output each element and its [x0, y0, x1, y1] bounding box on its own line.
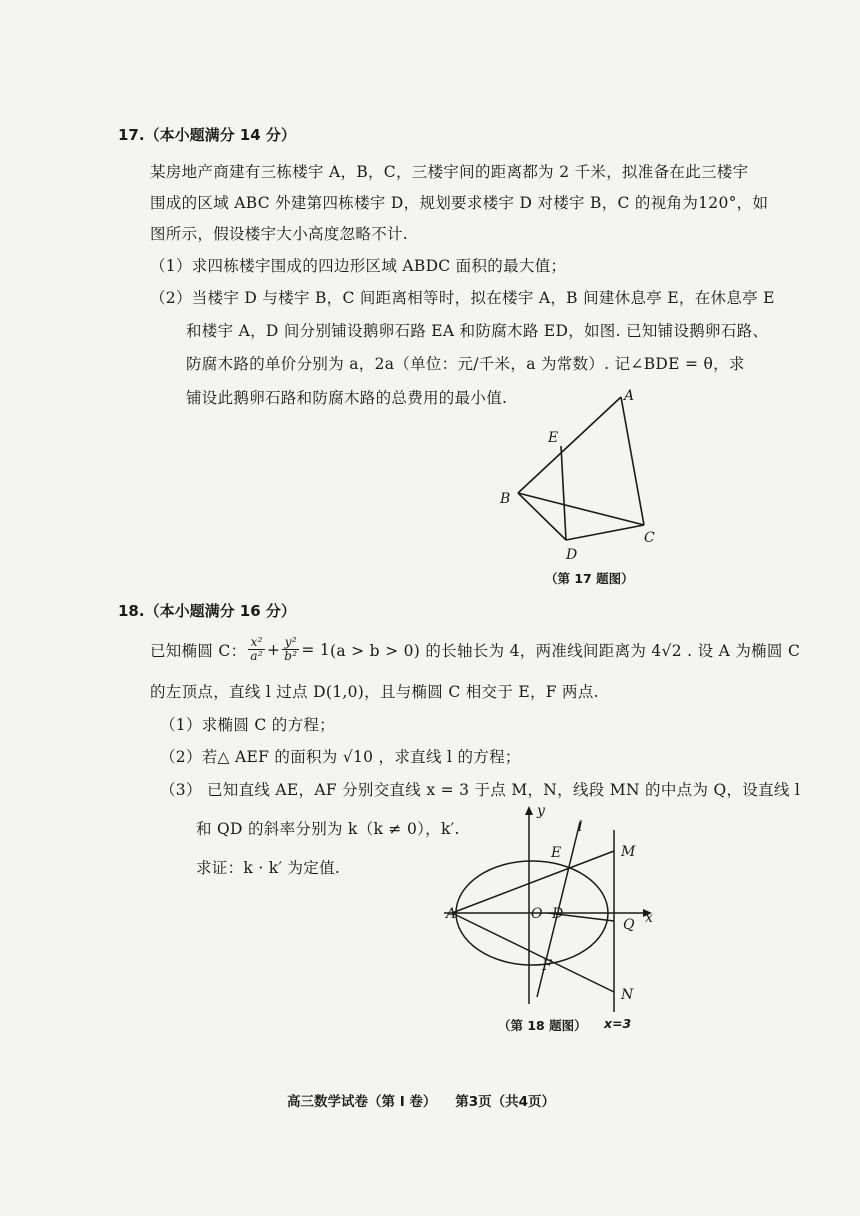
q18-line1: 已知椭圆 C： x² a² + $\frac{\text{y²}}{\text{b²}}$ = 1 (a > b > 0) 的长轴长为 4，两准线间距离为 4√2 . 设 A 为椭圆 C — [150, 635, 801, 663]
q18-figure — [440, 798, 670, 1018]
label-n: N — [621, 987, 634, 1003]
y-axis-arrow — [525, 806, 533, 815]
label-a: A — [446, 906, 457, 922]
q18-line1-pre: 已知椭圆 C： — [150, 641, 247, 660]
q17-line3: 图所示，假设楼宇大小高度忽略不计. — [150, 225, 409, 243]
segment-ab — [518, 397, 621, 493]
segment-bd — [518, 493, 566, 540]
q17-part1: （1）求四栋楼宇围成的四边形区域 ABDC 面积的最大值； — [150, 257, 567, 275]
label-q: Q — [623, 917, 635, 933]
line-an — [452, 913, 614, 992]
q17-line2: 围成的区域 ABC 外建第四栋楼宇 D，规划要求楼宇 D 对楼宇 B，C 的视角为120°，如 — [150, 194, 769, 212]
q17-part2-line4: 铺设此鹅卵石路和防腐木路的总费用的最小值. — [186, 389, 508, 407]
label-x: x — [645, 910, 653, 926]
label-e: E — [548, 430, 559, 446]
segment-bc — [518, 493, 644, 525]
q18-prove: 求证：k · k′ 为定值. — [196, 859, 341, 877]
q17-line1: 某房地产商建有三栋楼宇 A，B，C，三楼宇间的距离都为 2 千米，拟准备在此三楼宇 — [150, 163, 749, 181]
q17-title: 17.（本小题满分 14 分） — [118, 126, 296, 144]
segment-ed — [561, 446, 566, 540]
fraction-x-over-a: x² a² — [250, 635, 263, 663]
label-c: C — [644, 530, 655, 546]
q18-part1: （1）求椭圆 C 的方程； — [160, 716, 335, 734]
q18-part2: （2）若△ AEF 的面积为 √10 ，求直线 l 的方程； — [160, 748, 521, 766]
fraction-y-over-b: $\frac{\text{y²}}{\text{b²}}$ — [284, 635, 298, 663]
q18-line1-post: (a > b > 0) 的长轴长为 4，两准线间距离为 4√2 . 设 A 为椭圆 C — [330, 641, 801, 660]
q17-part2-line3: 防腐木路的单价分别为 a，2a（单位：元/千米，a 为常数）. 记∠BDE = θ，求 — [186, 355, 745, 373]
q17-caption: （第 17 题图） — [545, 571, 634, 586]
page-footer: 高三数学试卷（第 I 卷） 第3页（共4页） — [287, 1094, 556, 1110]
label-b: B — [500, 491, 511, 507]
q17-part2-line2: 和楼宇 A，D 间分别铺设鹅卵石路 EA 和防腐木路 ED，如图. 已知铺设鹅卵石路、 — [186, 322, 769, 340]
q17-figure — [480, 380, 680, 565]
label-e: E — [551, 845, 562, 861]
label-a: A — [624, 388, 635, 404]
label-m: M — [621, 844, 636, 860]
q18-title: 18.（本小题满分 16 分） — [118, 602, 296, 620]
label-l: l — [578, 819, 583, 835]
label-f: F — [542, 958, 552, 974]
q18-caption: （第 18 题图） — [498, 1018, 587, 1033]
q18-line-label: x=3 — [604, 1016, 632, 1031]
q18-part3-line1: （3） 已知直线 AE，AF 分别交直线 x = 3 于点 M，N，线段 MN 的中点为 Q，设直线 l — [160, 781, 801, 799]
label-o: O — [531, 906, 543, 922]
q17-part2-line1: （2）当楼宇 D 与楼宇 B，C 间距离相等时，拟在楼宇 A，B 间建休息亭 E，在休息亭 E — [150, 289, 775, 307]
label-d: D — [566, 547, 578, 563]
label-y: y — [537, 803, 545, 819]
q18-line2: 的左顶点，直线 l 过点 D(1,0)，且与椭圆 C 相交于 E，F 两点. — [150, 683, 599, 701]
label-d: D — [552, 906, 564, 922]
q18-part3-line2: 和 QD 的斜率分别为 k（k ≠ 0），k′. — [196, 820, 460, 838]
segment-ac — [621, 397, 644, 525]
segment-dc — [566, 525, 644, 540]
